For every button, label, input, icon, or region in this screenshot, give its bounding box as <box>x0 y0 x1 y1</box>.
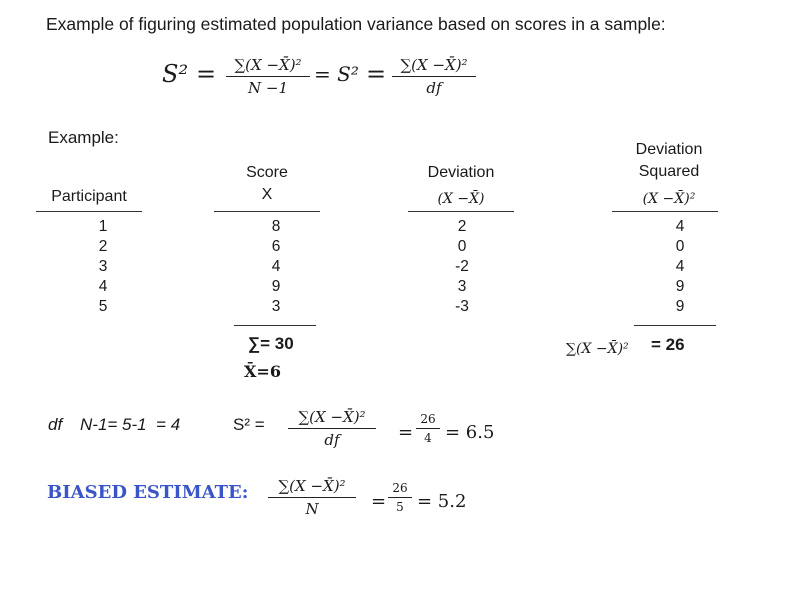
df-fraction-numerator: ∑(X −X̄)² <box>298 408 366 426</box>
list-item: 0 <box>675 238 685 255</box>
participant-header: Participant <box>51 188 127 205</box>
list-item: 4 <box>98 278 108 295</box>
list-item: 6 <box>271 238 281 255</box>
df-number-denominator: 4 <box>424 431 432 445</box>
biased-estimate-label: BIASED ESTIMATE: <box>47 482 249 503</box>
score-mean: X̄=6 <box>244 362 281 381</box>
list-item: 4 <box>675 218 685 235</box>
squared-sum-value: = 26 <box>651 335 685 354</box>
df-equals: = <box>398 422 414 443</box>
dev-sq-rule <box>612 211 718 212</box>
biased-number-numerator: 26 <box>392 481 408 495</box>
formula-numerator-1: ∑(X −X̄)² <box>234 56 302 74</box>
dev-sq-header-line1: Deviation <box>635 141 703 158</box>
list-item: 0 <box>457 238 467 255</box>
list-item: 3 <box>98 258 108 275</box>
formula-s2: S² <box>162 60 189 88</box>
list-item: -3 <box>455 298 469 315</box>
squared-column <box>630 217 730 317</box>
formula-fraction-1 <box>226 56 310 97</box>
score-column <box>226 217 326 317</box>
formula-denominator-2: df <box>426 79 442 97</box>
df-number-numerator: 26 <box>420 412 436 426</box>
list-item: 9 <box>675 278 685 295</box>
list-item: 1 <box>98 218 108 235</box>
squared-sum-label: ∑(X −X̄)² <box>566 341 629 357</box>
biased-fraction <box>268 477 356 518</box>
list-item: 8 <box>271 218 281 235</box>
list-item: -2 <box>455 258 469 275</box>
formula-denominator-1: N −1 <box>247 79 288 97</box>
score-header-line2: X <box>261 186 273 203</box>
score-sum: ∑= 30 <box>248 334 294 353</box>
df-expression: N-1= 5-1 = 4 <box>80 415 181 434</box>
page-heading: Example of figuring estimated population variance based on scores in a sample: <box>46 14 666 34</box>
deviation-rule <box>408 211 514 212</box>
squared-sum-rule <box>634 325 716 326</box>
list-item: 5 <box>98 298 108 315</box>
deviation-formula: (X −X̄) <box>437 191 485 207</box>
df-result: = 6.5 <box>445 422 495 443</box>
score-sum-rule <box>234 325 316 326</box>
score-rule <box>214 211 320 212</box>
fraction-bar <box>226 76 310 77</box>
list-item: 3 <box>271 298 281 315</box>
fraction-bar <box>288 428 376 429</box>
dev-sq-header-line2: Squared <box>638 163 700 180</box>
fraction-bar <box>392 76 476 77</box>
list-item: 2 <box>98 238 108 255</box>
formula-numerator-2: ∑(X −X̄)² <box>400 56 468 74</box>
df-fraction <box>288 408 376 449</box>
fraction-bar <box>268 497 356 498</box>
formula-fraction-2 <box>392 56 476 97</box>
biased-number-denominator: 5 <box>396 500 404 514</box>
deviation-column <box>412 217 512 317</box>
fraction-bar <box>388 497 412 498</box>
dev-sq-formula: (X −X̄)² <box>642 191 696 207</box>
score-header-line1: Score <box>246 164 288 181</box>
list-item: 2 <box>457 218 467 235</box>
list-item: 4 <box>675 258 685 275</box>
example-label: Example: <box>48 128 119 147</box>
df-number-fraction <box>416 412 440 445</box>
biased-result: = 5.2 <box>417 491 467 512</box>
dev-sq-header <box>612 139 726 183</box>
biased-equals: = <box>371 491 387 512</box>
biased-number-fraction <box>388 481 412 514</box>
biased-fraction-denominator: N <box>305 500 319 518</box>
list-item: 9 <box>675 298 685 315</box>
df-fraction-denominator: df <box>324 431 340 449</box>
score-header <box>214 162 320 206</box>
formula-equals-s2: = S² <box>314 62 359 86</box>
participant-rule <box>36 211 142 212</box>
s2-label: S² = <box>233 415 265 434</box>
list-item: 3 <box>457 278 467 295</box>
deviation-header: Deviation <box>427 164 495 181</box>
formula-equals-2: = <box>366 60 387 88</box>
list-item: 4 <box>271 258 281 275</box>
df-label: df <box>48 415 63 434</box>
biased-fraction-numerator: ∑(X −X̄)² <box>278 477 346 495</box>
list-item: 9 <box>271 278 281 295</box>
formula-equals: = <box>196 60 217 88</box>
participant-column <box>36 217 170 317</box>
fraction-bar <box>416 428 440 429</box>
